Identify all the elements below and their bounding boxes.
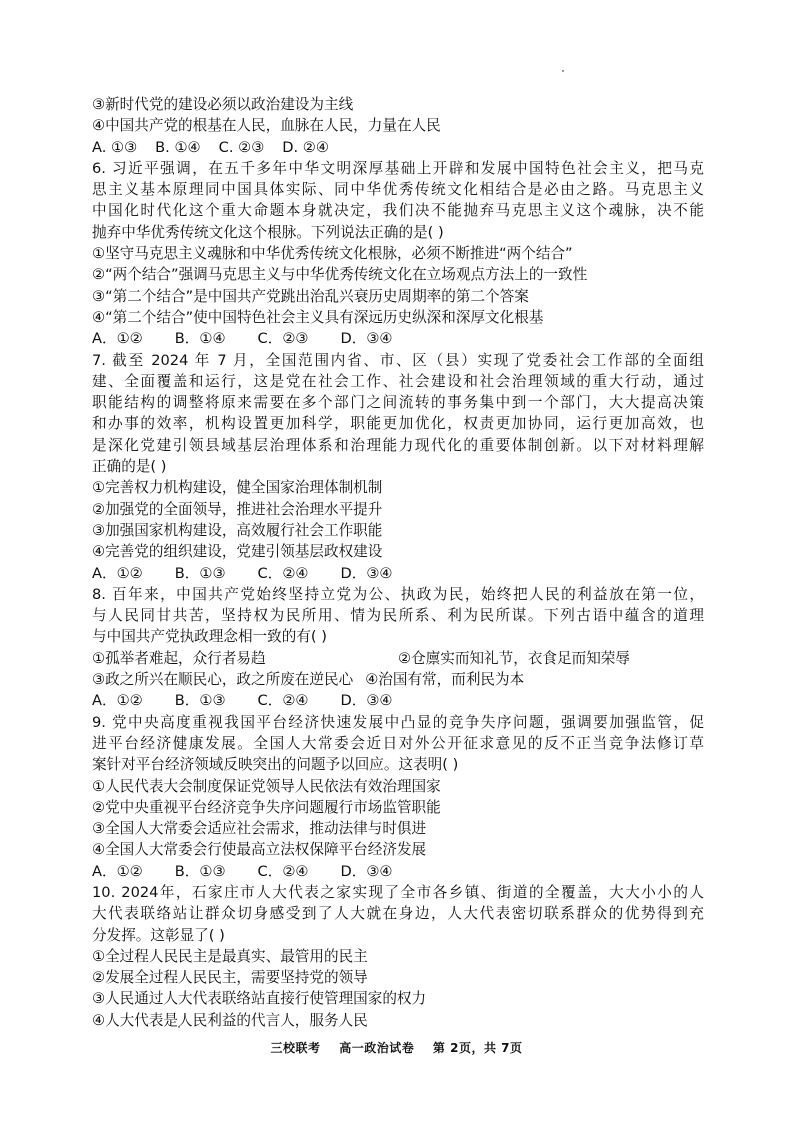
q7-item-1: ①完善权力机构建设，健全国家治理体制机制 bbox=[92, 479, 383, 497]
q7-stem-line: 是深化党建引领县域基层治理体系和治理能力现代化的重要体制创新。以下对材料理解 bbox=[92, 436, 704, 454]
q8-option-c[interactable]: C．②④ bbox=[257, 692, 309, 710]
q8-item-1: ①孤举者难起，众行者易趋 bbox=[92, 649, 266, 667]
q6-item-3: ③“第二个结合”是中国共产党跳出治乱兴衰历史周期率的第二个答案 bbox=[92, 287, 529, 305]
q9-item-2: ②党中央重视平台经济竞争失序问题履行市场监管职能 bbox=[92, 798, 441, 816]
footer-school: 三校联考 bbox=[270, 1041, 321, 1055]
q9-option-a[interactable]: A．①② bbox=[92, 862, 143, 880]
q5-option-c[interactable]: C. ②③ bbox=[218, 138, 265, 156]
q7-option-a[interactable]: A．①② bbox=[92, 564, 143, 582]
q10-stem-line: 10. 2024年，石家庄市人大代表之家实现了全市各乡镇、街道的全覆盖，大大小小的人 bbox=[92, 883, 704, 901]
q8-option-a[interactable]: A．①② bbox=[92, 692, 143, 710]
q6-stem-line: 中国化时代化这个重大命题本身就决定，我们决不能抛弃马克思主义这个魂脉，决不能 bbox=[92, 202, 704, 220]
q10-stem-line: 分发挥。这彰显了( ) bbox=[92, 926, 225, 944]
q8-item-2: ②仓廪实而知礼节，衣食足而知荣辱 bbox=[398, 649, 630, 667]
q10-item-2: ②发展全过程人民民主，需要坚持党的领导 bbox=[92, 969, 368, 987]
q5-option-d[interactable]: D. ②④ bbox=[282, 138, 329, 156]
q6-stem-line: 抛弃中华优秀传统文化这个根脉。下列说法正确的是( ) bbox=[92, 223, 444, 241]
q9-options bbox=[92, 861, 704, 882]
q9-option-d[interactable]: D．③④ bbox=[340, 862, 393, 880]
q9-item-4: ④全国人大常委会行使最高立法权保障平台经济发展 bbox=[92, 841, 427, 859]
scan-dot bbox=[562, 70, 564, 72]
q6-options bbox=[92, 328, 704, 349]
q9-item-3: ③全国人大常委会适应社会需求，推动法律与时俱进 bbox=[92, 820, 427, 838]
q7-stem-line: 7. 截至 2024 年 7 月，全国范围内省、市、区（县）实现了党委社会工作部的全面组 bbox=[92, 351, 704, 369]
q7-item-3: ③加强国家机构建设，高效履行社会工作职能 bbox=[92, 521, 383, 539]
q8-stem-line: 8. 百年来，中国共产党始终坚持立党为公、执政为民，始终把人民的利益放在第一位， bbox=[92, 585, 704, 603]
q6-stem-line: 思主义基本原理同中国具体实际、同中华优秀传统文化相结合是必由之路。马克思主义 bbox=[92, 181, 704, 199]
q9-stem-line: 进平台经济健康发展。全国人大常委会近日对外公开征求意见的反不正当竞争法修订草 bbox=[92, 734, 704, 752]
q6-item-4: ④“第二个结合”使中国特色社会主义具有深远历史纵深和深厚文化根基 bbox=[92, 308, 544, 326]
q10-item-4: ④人大代表是人民利益的代言人，服务人民 bbox=[92, 1011, 368, 1029]
q8-item-4: ④治国有常，而利民为本 bbox=[365, 671, 525, 689]
q7-options bbox=[92, 563, 704, 584]
q9-stem-line: 案针对平台经济领域反映突出的问题予以回应。这表明( ) bbox=[92, 756, 459, 774]
q8-stem-line: 与中国共产党执政理念相一致的有( ) bbox=[92, 628, 327, 646]
q9-option-b[interactable]: B．①③ bbox=[174, 862, 226, 880]
q6-option-d[interactable]: D．③④ bbox=[340, 330, 393, 348]
q5-option-b[interactable]: B. ①④ bbox=[155, 138, 201, 156]
q7-stem-line: 职能结构的调整将原来需要在多个部门之间流转的事务集中到一个部门，大大提高决策 bbox=[92, 394, 704, 412]
q5-item-4: ④中国共产党的根基在人民，血脉在人民，力量在人民 bbox=[92, 117, 441, 135]
q9-stem-line: 9. 党中央高度重视我国平台经济快速发展中凸显的竞争失序问题，强调要加强监管，促 bbox=[92, 713, 704, 731]
q9-option-c[interactable]: C．②④ bbox=[257, 862, 309, 880]
q7-option-d[interactable]: D．③④ bbox=[340, 564, 393, 582]
q10-item-1: ①全过程人民民主是最真实、最管用的民主 bbox=[92, 947, 368, 965]
q6-stem-line: 6. 习近平强调，在五千多年中华文明深厚基础上开辟和发展中国特色社会主义，把马克 bbox=[92, 159, 704, 177]
q7-item-2: ②加强党的全面领导，推进社会治理水平提升 bbox=[92, 500, 383, 518]
page-footer bbox=[0, 1040, 793, 1056]
q6-item-2: ②“两个结合”强调马克思主义与中华优秀传统文化在立场观点方法上的一致性 bbox=[92, 266, 588, 284]
q6-option-b[interactable]: B．①④ bbox=[174, 330, 226, 348]
q5-option-a[interactable]: A. ①③ bbox=[92, 138, 138, 156]
q8-stem-line: 与人民同甘共苦，坚持权为民所用、情为民所系、利为民所谋。下列古语中蕴含的道理 bbox=[92, 607, 704, 625]
q7-item-4: ④完善党的组织建设，党建引领基层政权建设 bbox=[92, 543, 383, 561]
q6-option-a[interactable]: A．①② bbox=[92, 330, 143, 348]
q5-item-3: ③新时代党的建设必须以政治建设为主线 bbox=[92, 96, 354, 113]
q7-stem-line: 建、全面覆盖和运行，这是党在社会工作、社会建设和社会治理领域的重大行动，通过 bbox=[92, 372, 704, 390]
q10-stem-line: 大代表联络站让群众切身感受到了人大就在身边，人大代表密切联系群众的优势得到充 bbox=[92, 905, 704, 923]
q9-item-1: ①人民代表大会制度保证党领导人民依法有效治理国家 bbox=[92, 777, 441, 795]
footer-exam-title: 高一政治试卷 bbox=[339, 1041, 415, 1055]
q7-stem-line: 正确的是( ) bbox=[92, 458, 167, 476]
q8-options bbox=[92, 690, 704, 711]
q6-item-1: ①坚守马克思主义魂脉和中华优秀传统文化根脉，必须不断推进“两个结合” bbox=[92, 245, 573, 263]
q10-item-3: ③人民通过人大代表联络站直接行使管理国家的权力 bbox=[92, 990, 427, 1008]
q5-options bbox=[92, 137, 704, 158]
footer-page-number: 第 2页，共 7页 bbox=[432, 1041, 523, 1055]
q8-item-3: ③政之所兴在顺民心，政之所废在逆民心 bbox=[92, 671, 354, 689]
q7-option-c[interactable]: C．②④ bbox=[257, 564, 309, 582]
q6-option-c[interactable]: C．②③ bbox=[257, 330, 309, 348]
q8-items-row bbox=[92, 669, 704, 690]
q8-option-d[interactable]: D．③④ bbox=[340, 692, 393, 710]
q7-stem-line: 和办事的效率，机构设置更加科学，职能更加优化，权责更加协同，运行更加高效，也 bbox=[92, 415, 704, 433]
q8-option-b[interactable]: B．①③ bbox=[174, 692, 226, 710]
q7-option-b[interactable]: B．①③ bbox=[174, 564, 226, 582]
q8-items-row bbox=[92, 648, 704, 669]
exam-page-content bbox=[92, 94, 704, 1031]
